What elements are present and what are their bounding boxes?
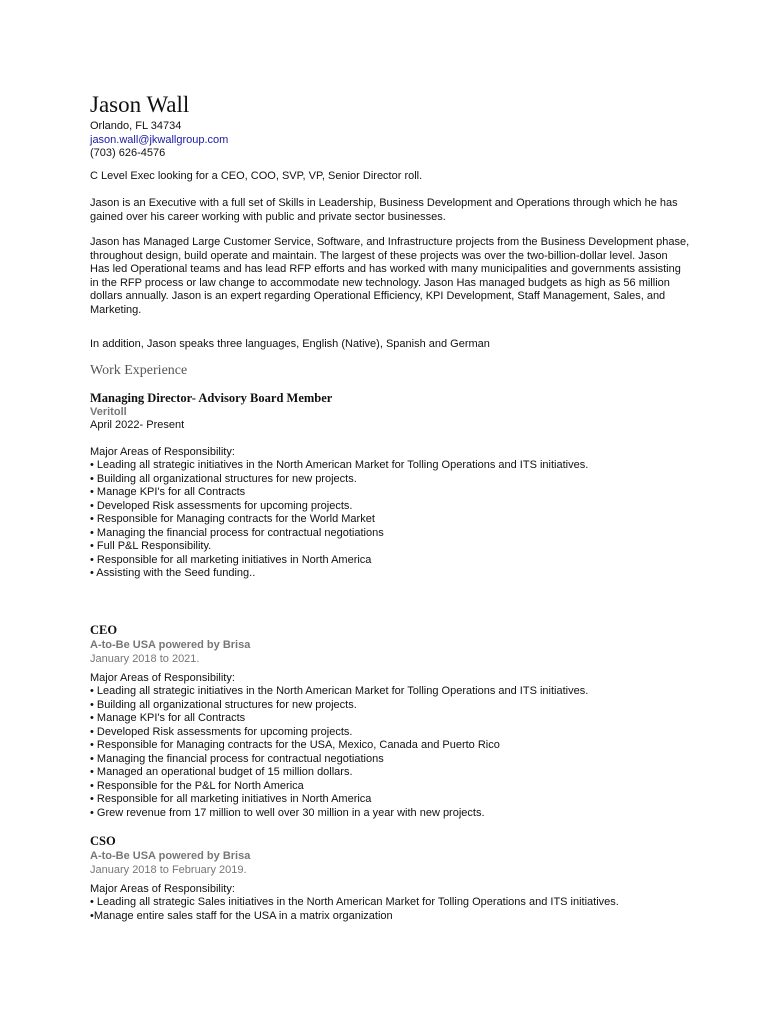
list-item: • Managed an operational budget of 15 million dollars.	[90, 766, 353, 778]
list-item: • Managing the financial process for contractual negotiations	[90, 526, 384, 539]
candidate-name: Jason Wall	[90, 92, 190, 117]
job-title-2: CEO	[90, 623, 118, 637]
location: Orlando, FL 34734	[90, 120, 182, 132]
job-title-1: Managing Director- Advisory Board Member	[90, 391, 333, 405]
list-item: • Managing the financial process for contractual negotiations	[90, 752, 384, 765]
phone: (703) 626-4576	[90, 147, 166, 159]
list-item: •Manage entire sales staff for the USA in a matrix organization	[90, 909, 393, 922]
email-link[interactable]: jason.wall@jkwallgroup.com	[90, 133, 229, 146]
list-item: • Developed Risk assessments for upcoming projects.	[90, 499, 353, 512]
list-item: • Responsible for the P&L for North America	[90, 779, 304, 792]
list-item: • Responsible for all marketing initiatives in North America	[90, 793, 372, 805]
work-experience-heading: Work Experience	[90, 363, 188, 378]
job-dates-2: January 2018 to 2021.	[90, 653, 200, 665]
list-item: • Building all organizational structures for new projects.	[90, 698, 357, 711]
list-item: • Leading all strategic Sales initiatives in the North American Market for Tolling Operations and ITS initiatives.	[90, 896, 619, 908]
company-2: A-to-Be USA powered by Brisa	[90, 639, 251, 651]
list-item: • Leading all strategic initiatives in the North American Market for Tolling Operations and ITS initiatives.	[90, 459, 589, 471]
list-item: • Grew revenue from 17 million to well over 30 million in a year with new projects.	[90, 806, 485, 819]
responsibility-list-3	[90, 896, 619, 923]
list-item: • Building all organizational structures for new projects.	[90, 472, 357, 485]
list-item: • Responsible for Managing contracts for the World Market	[90, 513, 375, 525]
list-item: • Manage KPI's for all Contracts	[90, 486, 246, 498]
summary-paragraph-1: Jason is an Executive with a full set of Skills in Leadership, Business Development and Operations through which he has gained over his career working with public and private sector businesses.	[90, 197, 678, 223]
list-item: • Responsible for all marketing initiatives in North America	[90, 553, 372, 566]
responsibility-label-1: Major Areas of Responsibility:	[90, 446, 235, 458]
list-item: • Assisting with the Seed funding..	[90, 567, 256, 579]
summary-paragraph-2: Jason has Managed Large Customer Service, Software, and Infrastructure projects from the Business Development phase, throughout design, build operate and maintain. The largest of these projects was over the two-billion-dollar level. Jason Has led Operational teams and has lead RFP efforts and has worked with many municipalities and governments assisting in the RFP process or law change to accommodate new technology. Jason Has managed budgets as high as 56 million dollars annually. Jason is an expert regarding Operational Efficiency, KPI Development, Staff Management, Sales, and Marketing.	[90, 236, 690, 316]
contact-block	[90, 120, 228, 161]
responsibility-list-1	[90, 459, 588, 581]
list-item: • Full P&L Responsibility.	[90, 540, 212, 552]
responsibility-label-3: Major Areas of Responsibility:	[90, 883, 235, 895]
objective-text: C Level Exec looking for a CEO, COO, SVP, VP, Senior Director roll.	[90, 170, 423, 182]
job-dates-3: January 2018 to February 2019.	[90, 864, 247, 876]
responsibility-list-2	[90, 685, 588, 820]
job-dates-1: April 2022- Present	[90, 419, 185, 431]
company-3: A-to-Be USA powered by Brisa	[90, 850, 251, 862]
list-item: • Developed Risk assessments for upcoming projects.	[90, 725, 353, 738]
list-item: • Leading all strategic initiatives in the North American Market for Tolling Operations and ITS initiatives.	[90, 685, 589, 697]
languages-text: In addition, Jason speaks three languages, English (Native), Spanish and German	[90, 338, 490, 350]
list-item: • Responsible for Managing contracts for the USA, Mexico, Canada and Puerto Rico	[90, 739, 500, 751]
company-1: Veritoll	[90, 406, 127, 418]
list-item: • Manage KPI's for all Contracts	[90, 712, 246, 724]
job-title-3: CSO	[90, 834, 116, 848]
responsibility-label-2: Major Areas of Responsibility:	[90, 672, 235, 684]
